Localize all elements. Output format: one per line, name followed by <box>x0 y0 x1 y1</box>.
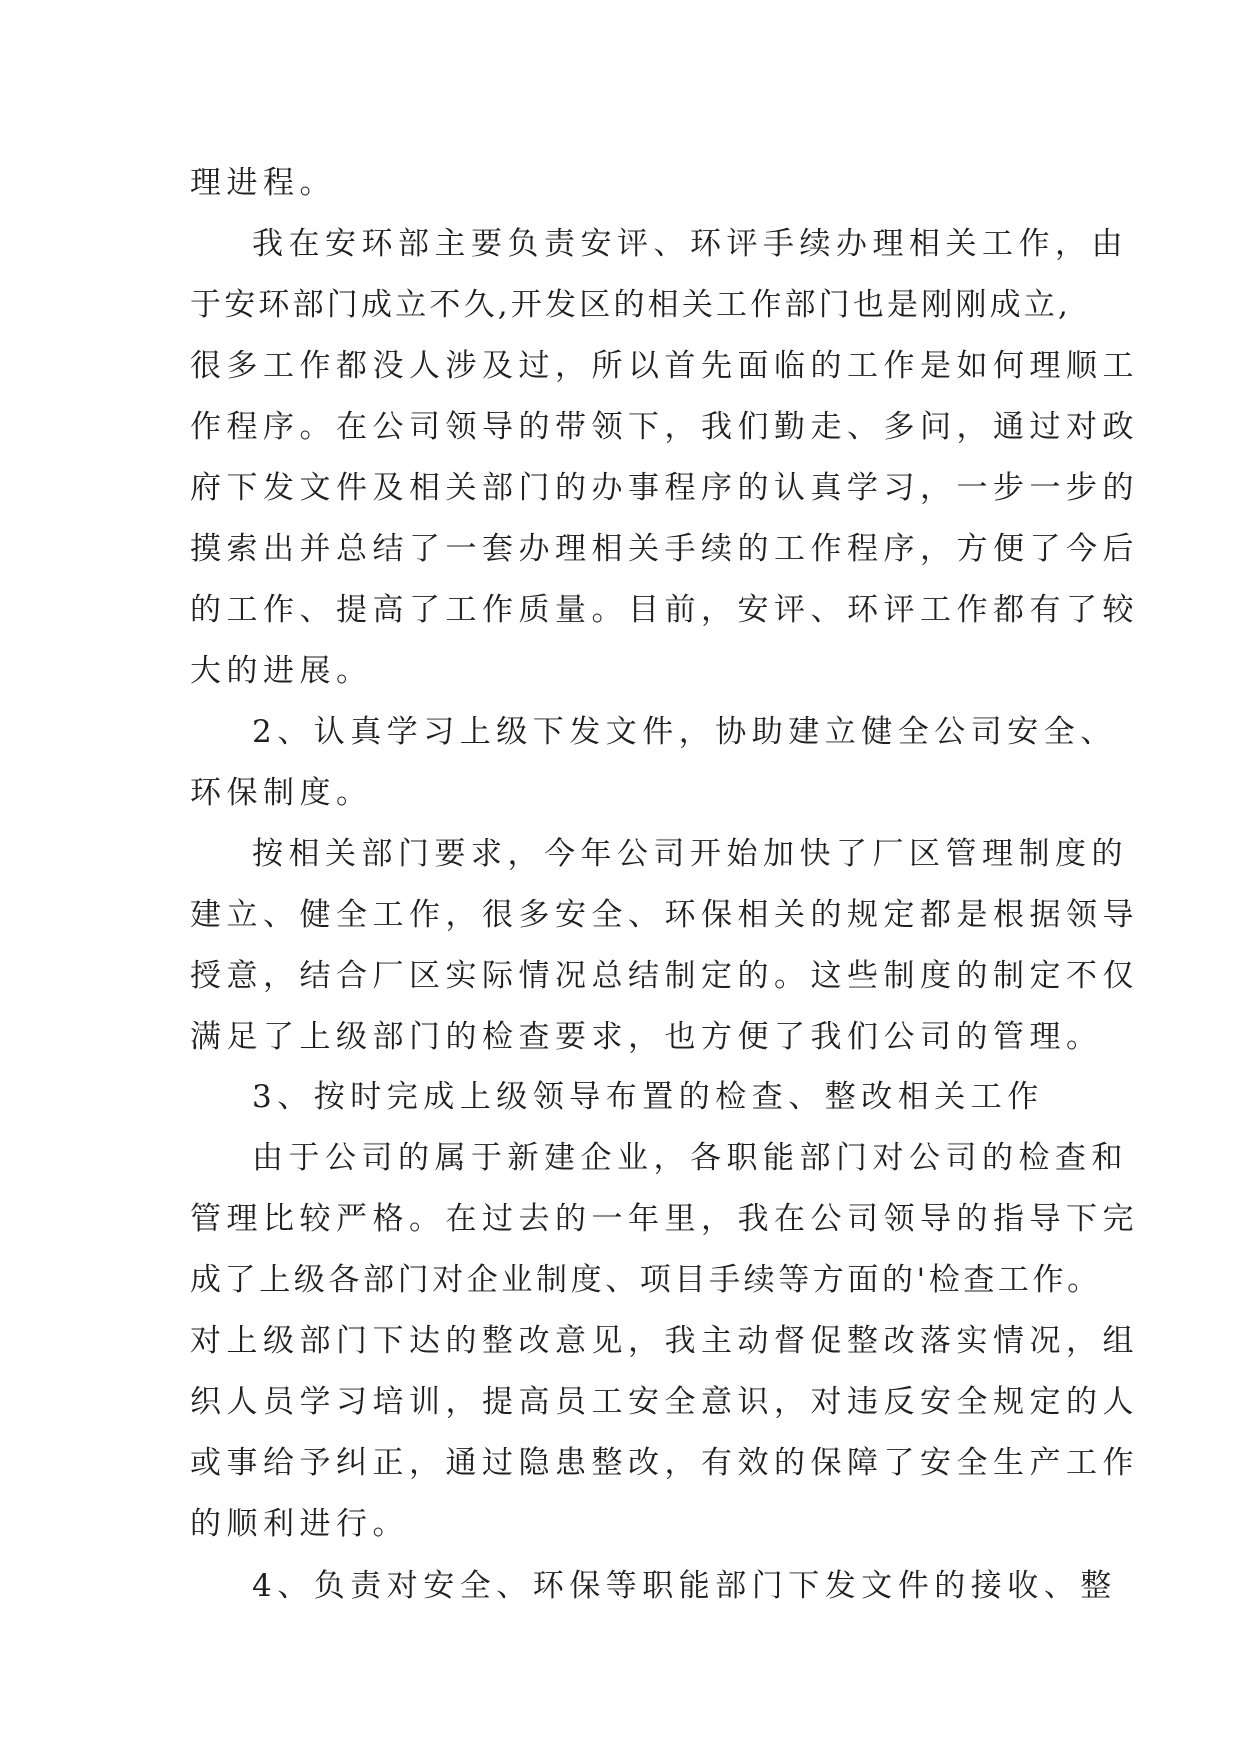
paragraph-line: 作程序。在公司领导的带领下，我们勤走、多问，通过对政 <box>190 409 1139 445</box>
paragraph-line: 管理比较严格。在过去的一年里，我在公司领导的指导下完 <box>190 1201 1139 1237</box>
paragraph-line: 很多工作都没人涉及过，所以首先面临的工作是如何理顺工 <box>190 348 1139 384</box>
section-heading: 4、负责对安全、环保等职能部门下发文件的接收、整 <box>252 1568 1117 1604</box>
paragraph-line: 我在安环部主要负责安评、环评手续办理相关工作，由 <box>252 226 1128 262</box>
paragraph-line: 授意，结合厂区实际情况总结制定的。这些制度的制定不仅 <box>190 958 1139 994</box>
paragraph-line: 建立、健全工作，很多安全、环保相关的规定都是根据领导 <box>190 897 1139 933</box>
paragraph-line: 的顺利进行。 <box>190 1506 409 1542</box>
paragraph-line: 大的进展。 <box>190 653 373 689</box>
paragraph-line: 按相关部门要求，今年公司开始加快了厂区管理制度的 <box>252 836 1128 872</box>
paragraph-line: 织人员学习培训，提高员工安全意识，对违反安全规定的人 <box>190 1384 1139 1420</box>
paragraph-line: 的工作、提高了工作质量。目前，安评、环评工作都有了较 <box>190 592 1139 628</box>
section-heading: 2、认真学习上级下发文件，协助建立健全公司安全、 <box>252 714 1117 750</box>
paragraph-line: 或事给予纠正，通过隐患整改，有效的保障了安全生产工作 <box>190 1445 1139 1481</box>
paragraph-line: 摸索出并总结了一套办理相关手续的工作程序，方便了今后 <box>190 531 1139 567</box>
paragraph-line: 于安环部门成立不久,开发区的相关工作部门也是刚刚成立, <box>190 287 1072 323</box>
paragraph-line: 对上级部门下达的整改意见，我主动督促整改落实情况，组 <box>190 1323 1139 1359</box>
paragraph-line: 成了上级各部门对企业制度、项目手续等方面的'检查工作。 <box>190 1262 1102 1298</box>
paragraph-line: 满足了上级部门的检查要求，也方便了我们公司的管理。 <box>190 1019 1103 1055</box>
paragraph-line: 由于公司的属于新建企业，各职能部门对公司的检查和 <box>252 1140 1128 1176</box>
paragraph-line: 理进程。 <box>190 165 336 201</box>
section-heading: 3、按时完成上级领导布置的检查、整改相关工作 <box>252 1079 1044 1115</box>
paragraph-line: 府下发文件及相关部门的办事程序的认真学习，一步一步的 <box>190 470 1139 506</box>
section-heading-continuation: 环保制度。 <box>190 775 373 811</box>
